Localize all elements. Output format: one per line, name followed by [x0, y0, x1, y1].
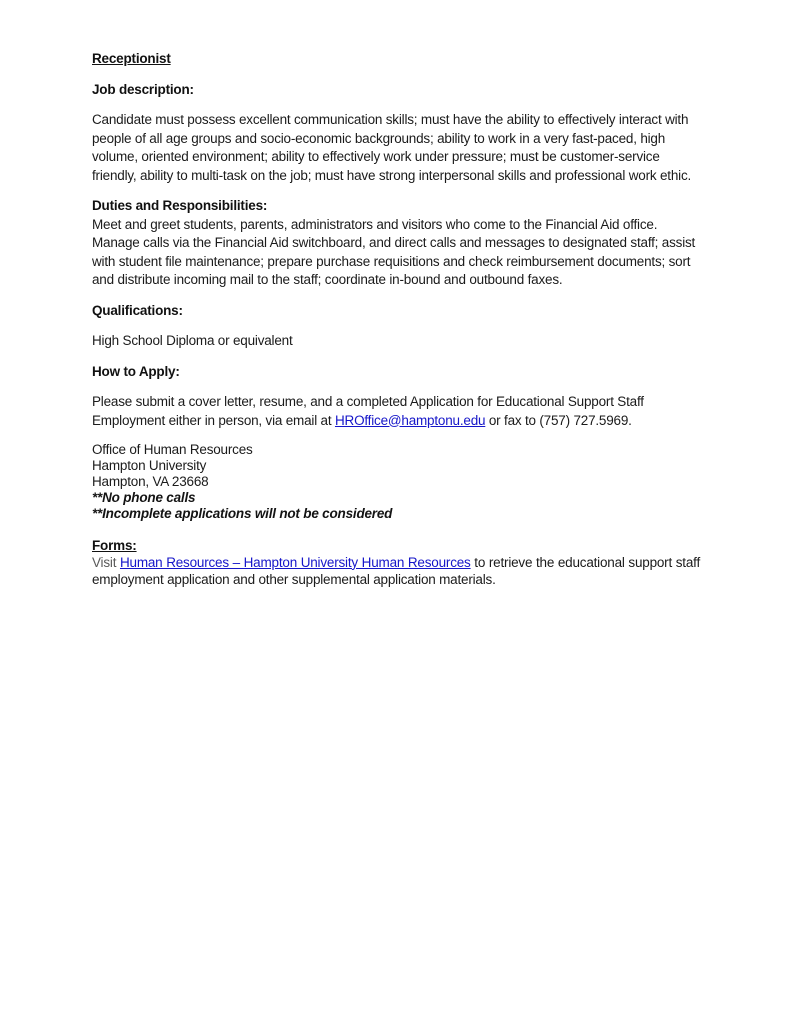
qualifications-body: High School Diploma or equivalent [92, 333, 293, 348]
forms-text-after: to retrieve the educational support staff employment application and other supplemental application materials. [92, 554, 700, 587]
contact-block [92, 442, 700, 522]
note-no-phone-calls: **No phone calls [92, 490, 196, 505]
forms-heading: Forms: [92, 538, 137, 553]
qualifications-heading: Qualifications: [92, 302, 183, 318]
address-line-office: Office of Human Resources [92, 442, 253, 457]
job-description-body: Candidate must possess excellent communication skills; must have the ability to effectively interact with people of all age groups and socio-economic backgrounds; ability to work in a very fast-paced, high volume, oriented environment; ability to effectively work under pressure; must be customer-service friendly, ability to multi-task on the job; must have strong interpersonal skills and professional work ethic. [92, 112, 692, 183]
email-link[interactable]: HROffice@hamptonu.edu [334, 412, 486, 428]
hr-website-link[interactable]: Human Resources – Hampton University Human Resources [119, 554, 471, 570]
forms-body [92, 555, 700, 589]
how-to-apply-heading: How to Apply: [92, 363, 180, 379]
duties-section [92, 197, 700, 290]
how-to-apply-body [92, 393, 700, 430]
forms-visit-word: Visit [92, 554, 120, 570]
address-line-university: Hampton University [92, 458, 207, 473]
duties-heading: Duties and Responsibilities: [92, 198, 268, 213]
address-line-city: Hampton, VA 23668 [92, 474, 209, 489]
note-incomplete-applications: **Incomplete applications will not be considered [92, 506, 393, 521]
forms-section [92, 538, 700, 588]
how-to-apply-text-after: or fax to (757) 727.5969. [485, 412, 632, 428]
duties-body: Meet and greet students, parents, administrators and visitors who come to the Financial Aid office. Manage calls via the Financial Aid switchboard, and direct calls and messages to designated staff; assist with student file maintenance; prepare purchase requisitions and check reimbursement documents; sort and distribute incoming mail to the staff; coordinate in-bound and outbound faxes. [92, 216, 696, 287]
job-description-heading: Job description: [92, 81, 194, 97]
page-title: Receptionist [92, 51, 171, 66]
how-to-apply-text-before: Please submit a cover letter, resume, and a completed Application for Educational Support Staff Employment either in person, via email at [92, 394, 644, 428]
